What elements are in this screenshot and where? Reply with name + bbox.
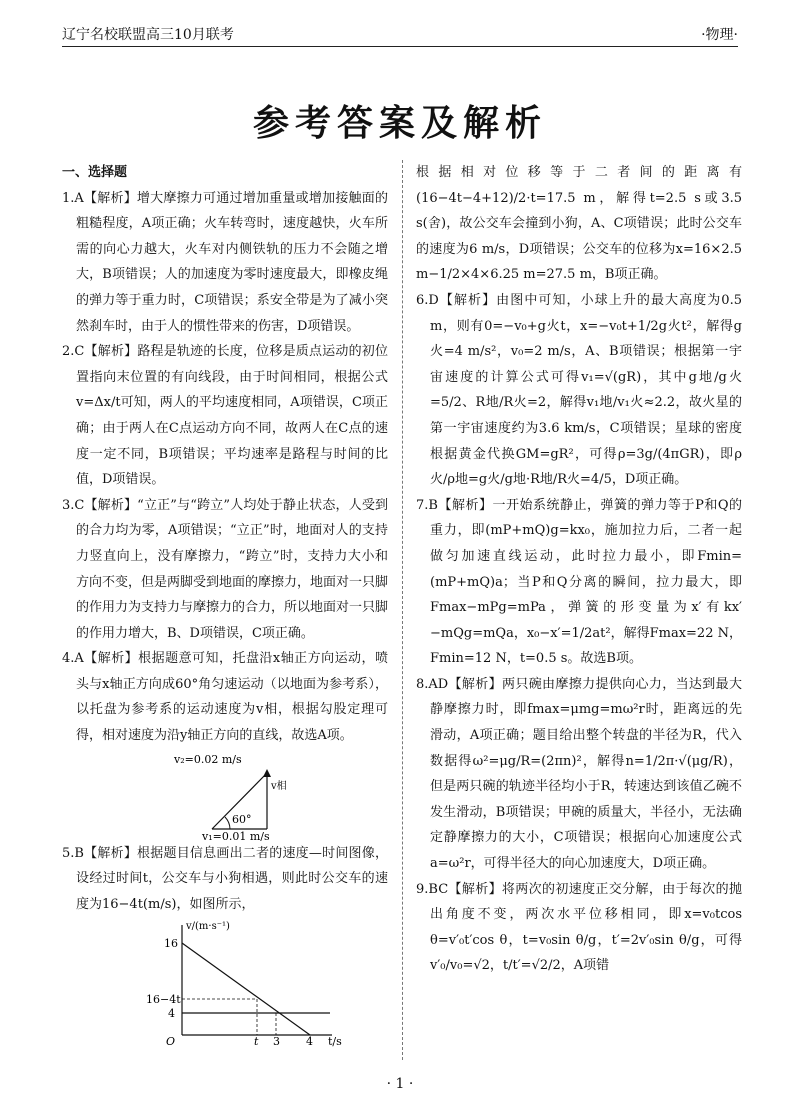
fig1-arrowhead [263,769,271,777]
fig2-tick-t: t [254,1035,259,1048]
right-column [416,160,742,979]
fig2-tick-4: 4 [168,1007,175,1021]
fig2-tick-4-x: 4 [306,1035,313,1048]
section-heading: 一、选择题 [62,165,128,180]
fig1-bottom-label: v₁=0.01 m/s [202,829,270,841]
fig2-xlabel: t/s [328,1035,342,1048]
fig1-side-label: v相 [271,780,287,792]
answer-5-continued: 根据相对位移等于二者间的距离有(16−4t−4+12)/2·t=17.5 m，解得t=2.5 s或3.5 s(舍)，故公交车会撞到小狗，A、C项错误；此时公交车的速度为6 m/s，D项错误；公交车的位移为x=16×2.5 m−1/2×4×6.25 m=27.5 m，B项正确。 [416,165,742,283]
velocity-triangle-figure [62,749,388,841]
fig2-tick-3: 3 [273,1035,280,1048]
answer-5: 5.B【解析】根据题目信息画出二者的速度—时间图像，设经过时间t，公交车与小狗相遇，则此时公交车的速度为16−4t(m/s)，如图所示， [62,845,388,912]
answer-4: 4.A【解析】根据题意可知，托盘沿x轴正方向运动，喷头与x轴正方向成60°角匀速运动（以地面为参考系），以托盘为参考系的运动速度为v相，根据勾股定理可得，相对速度为沿y轴正方向的直线，故选A项。 [62,651,388,744]
fig1-angle-label: 60° [232,812,252,826]
answer-6: 6.D【解析】由图中可知，小球上升的最大高度为0.5 m，则有0=−v₀+g火t，x=−v₀t+1/2g火t²，解得g火=4 m/s²，v₀=2 m/s，A、B项错误；根据第一宇宙速度的计算公式可得v₁=√(gR)，其中g地/g火=5/2、R地/R火=2，解得v₁地/v₁火≈2.2，故火星的第一宇宙速度约为3.6 km/s，C项错误；星球的密度根据黄金代换GM=gR²，可得ρ=3g/(4πGR)，即ρ火/ρ地=g火/g地·R地/R火=4/5，D项正确。 [416,292,742,488]
answer-3: 3.C【解析】“立正”与“跨立”人均处于静止状态，人受到的合力均为零，A项错误；“立正”时，地面对人的支持力竖直向上，没有摩擦力，“跨立”时，支持力大小和方向不变，但是两脚受到地面的摩擦力，地面对一只脚的作用力为支持力与摩擦力的合力，所以地面对一只脚的作用力增大，B、D项错误，C项正确。 [62,497,389,641]
fig2-tick-16-4t: 16−4t [146,993,181,1007]
page-number: · 1 · [386,1076,414,1092]
left-column [62,160,388,1047]
answer-8: 8.AD【解析】两只碗由摩擦力提供向心力，当达到最大静摩擦力时，即fmax=μmg=mω²r时，距离远的先滑动，A项正确；题目给出整个转盘的半径为R，代入数据得ω²=μg/R=(2πn)²，解得n=1/2π·√(μg/R)，但是两只碗的轨迹半径均小于R，转速达到该值乙碗不发生滑动，B项错误；甲碗的质量大，半径小，无法确定静摩擦力的大小，C项错误；根据向心加速度公式a=ω²r，可得半径大的向心加速度大，D项正确。 [416,676,742,872]
fig1-angle-arc [225,817,230,829]
fig2-tick-16: 16 [164,937,178,951]
answer-7: 7.B【解析】一开始系统静止，弹簧的弹力等于P和Q的重力，即(mP+mQ)g=kx₀，施加拉力后，二者一起做匀加速直线运动，此时拉力最小，即Fmin=(mP+mQ)a；当P和Q分离的瞬间，拉力最大，即Fmax−mPg=mPa，弹簧的形变量为x′有kx′−mQg=mQa，x₀−x′=1/2at²，解得Fmax=22 N，Fmin=12 N，t=0.5 s。故选B项。 [416,497,742,667]
page-header [62,18,738,47]
fig2-bus-line [182,943,310,1035]
answer-1: 1.A【解析】增大摩擦力可通过增加重量或增加接触面的粗糙程度，A项正确；火车转弯时，速度越快，火车所需的向心力越大，火车对内侧铁轨的压力不会随之增大，B项错误；人的加速度为零时速度最大，即橡皮绳的弹力等于重力时，C项错误；系安全带是为了减小突然刹车时，由于人的惯性带来的伤害，D项错误。 [62,190,388,334]
fig1-top-label: v₂=0.02 m/s [174,752,242,766]
answer-2: 2.C【解析】路程是轨迹的长度，位移是质点运动的初位置指向末位置的有向线段，由于时间相同，根据公式v=Δx/t可知，两人的平均速度相同，A项错误，C项正确；由于两人在C点运动方向不同，故两人在C点的速度一定不同，B项错误；平均速率是路程与时间的比值，D项错误。 [62,344,388,488]
header-exam-name: 辽宁名校联盟高三10月联考 [62,27,234,43]
fig2-ylabel: v/(m·s⁻¹) [186,921,230,933]
vt-graph-figure [62,917,388,1047]
column-divider [402,160,403,1060]
answer-9: 9.BC【解析】将两次的初速度正交分解，由于每次的抛出角度不变，两次水平位移相同，即x=v₀tcos θ=v′₀t′cos θ，t=v₀sin θ/g，t′=2v′₀sin θ/g，可得v′₀/v₀=√2，t/t′=√2/2，A项错 [416,881,742,974]
page-title: 参考答案及解析 [252,103,547,144]
fig2-origin: O [166,1035,176,1048]
header-subject: ·物理· [701,27,738,43]
